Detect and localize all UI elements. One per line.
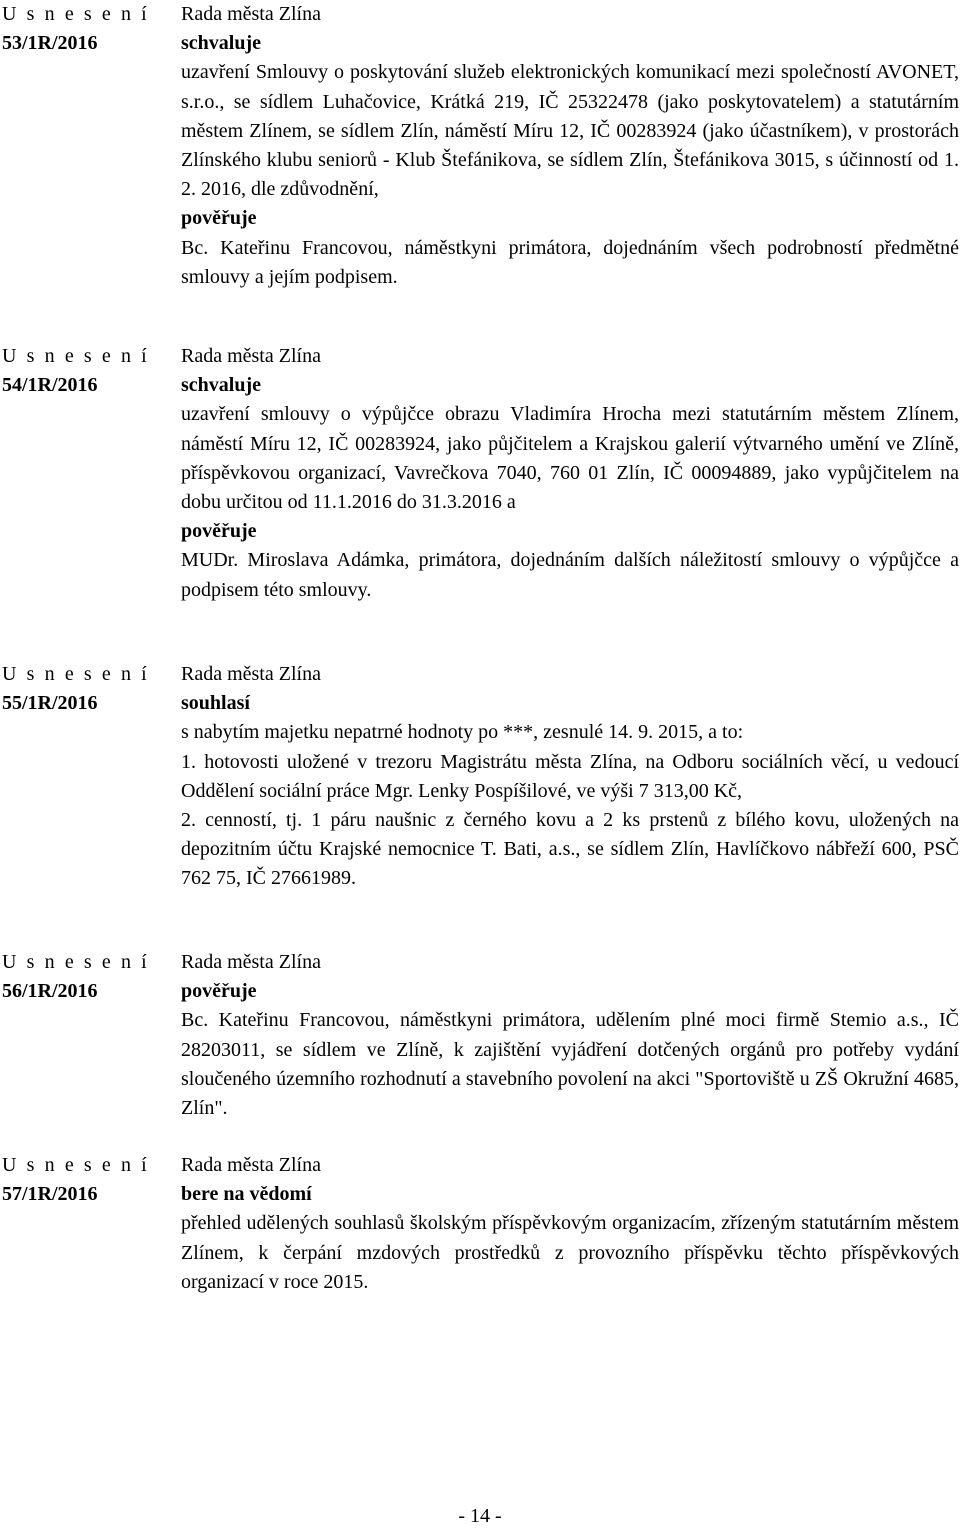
council-name: Rada města Zlína [181, 951, 321, 973]
resolution-number: 53/1R/2016 [2, 32, 98, 54]
resolution-label [2, 1151, 172, 1209]
resolution-body [181, 0, 959, 292]
resolution-body [181, 342, 959, 605]
council-name: Rada města Zlína [181, 345, 321, 367]
council-name: Rada města Zlína [181, 663, 321, 685]
resolution-verb: bere na vědomí [181, 1183, 312, 1206]
resolution-label [2, 342, 172, 400]
resolution-list-item: 2. cenností, tj. 1 páru naušnic z černého kovu a 2 ks prstenů z bílého kovu, uložených na depozitním účtu Krajské nemocnice T. Bati, a.s., se sídlem Zlín, Havlíčkovo nábřeží 600, PSČ 762 75, IČ 27661989. [181, 809, 959, 890]
resolution-text: přehled udělených souhlasů školským příspěvkovým organizacím, zřízeným statutárním městem Zlínem, k čerpání mzdových prostředků z provozního příspěvku těchto příspěvkových organizací v roce 2015. [181, 1212, 959, 1293]
resolution-text: MUDr. Miroslava Adámka, primátora, dojednáním dalších náležitostí smlouvy o výpůjčce a podpisem této smlouvy. [181, 549, 959, 601]
page-number: - 14 - [458, 1505, 502, 1527]
resolution-number: 55/1R/2016 [2, 692, 98, 714]
resolution-verb: schvaluje [181, 32, 261, 55]
resolution-text: uzavření smlouvy o výpůjčce obrazu Vladimíra Hrocha mezi statutárním městem Zlínem, náměstí Míru 12, IČ 00283924, jako půjčitelem a Krajskou galerií výtvarného umění ve Zlíně, příspěvkovou organizací, Vavrečkova 7040, 760 01 Zlín, IČ 00094889, jako vypůjčitelem na dobu určitou od 11.1.2016 do 31.3.2016 a [181, 403, 959, 514]
resolution-verb: schvaluje [181, 374, 261, 397]
resolution-label [2, 948, 172, 1006]
resolution-text: uzavření Smlouvy o poskytování služeb elektronických komunikací mezi společností AVONET, s.r.o., se sídlem Luhačovice, Krátká 219, IČ 25322478 (jako poskytovatelem) a statutárním městem Zlínem, se sídlem Zlín, náměstí Míru 12, IČ 00283924 (jako účastníkem), v prostorách Zlínského klubu seniorů - Klub Štefánikova, se sídlem Zlín, Štefánikova 3015, s účinností od 1. 2. 2016, dle zdůvodnění, [181, 61, 959, 201]
resolution-text: Bc. Kateřinu Francovou, náměstkyni primátora, dojednáním všech podrobností předmětné smlouvy a jejím podpisem. [181, 236, 959, 288]
resolution-word: U s n e s e n í [2, 3, 150, 25]
resolution-word: U s n e s e n í [2, 951, 150, 973]
council-name: Rada města Zlína [181, 3, 321, 25]
resolution-word: U s n e s e n í [2, 663, 150, 685]
resolution-word: U s n e s e n í [2, 345, 150, 367]
resolution-number: 57/1R/2016 [2, 1183, 98, 1205]
resolution-label [2, 660, 172, 718]
council-name: Rada města Zlína [181, 1154, 321, 1176]
resolution-verb: pověřuje [181, 207, 257, 230]
resolution-verb: pověřuje [181, 980, 257, 1003]
resolution-verb: souhlasí [181, 692, 250, 715]
resolution-verb: pověřuje [181, 520, 257, 543]
resolution-list-item: 1. hotovosti uložené v trezoru Magistrátu města Zlína, na Odboru sociálních věcí, u vedoucí Oddělení sociální práce Mgr. Lenky Pospíšilové, ve výši 7 313,00 Kč, [181, 750, 959, 802]
resolution-body [181, 1151, 959, 1297]
resolution-number: 56/1R/2016 [2, 980, 98, 1002]
resolution-number: 54/1R/2016 [2, 374, 98, 396]
resolution-body [181, 660, 959, 894]
resolution-text: Bc. Kateřinu Francovou, náměstkyni primátora, udělením plné moci firmě Stemio a.s., IČ 28203011, se sídlem ve Zlíně, k zajištění vyjádření dotčených orgánů pro potřeby vydání sloučeného územního rozhodnutí a stavebního povolení na akci "Sportoviště u ZŠ Okružní 4685, Zlín". [181, 1009, 959, 1120]
resolution-label [2, 0, 172, 58]
resolution-word: U s n e s e n í [2, 1154, 150, 1176]
resolution-text: s nabytím majetku nepatrné hodnoty po ***, zesnulé 14. 9. 2015, a to: [181, 721, 744, 744]
resolution-body [181, 948, 959, 1123]
